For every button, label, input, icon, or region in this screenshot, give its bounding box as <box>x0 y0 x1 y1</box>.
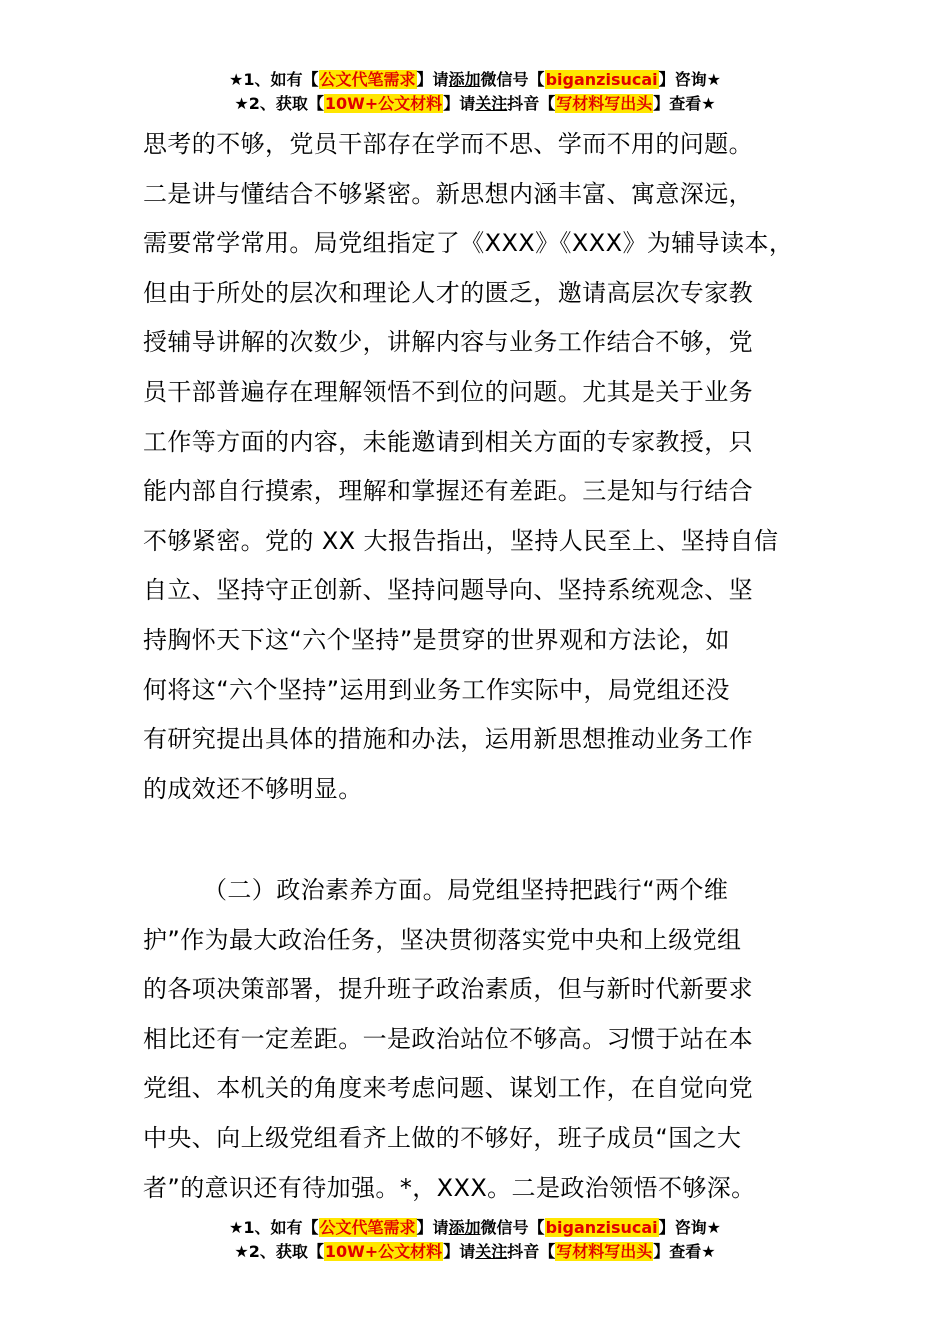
text-line: 二是讲与懂结合不够紧密。新思想内涵丰富、寓意深远， <box>143 179 753 208</box>
header-banner <box>0 68 950 116</box>
banner-highlight: biganzisucai <box>545 1218 658 1237</box>
body-paragraph-1 <box>143 120 843 814</box>
banner-line-1 <box>0 1216 950 1240</box>
text-line: （二）政治素养方面。局党组坚持把践行“两个维 <box>203 876 729 904</box>
text-line: 的各项决策部署，提升班子政治素质，但与新时代新要求 <box>143 975 753 1004</box>
body-paragraph-2 <box>143 866 843 1213</box>
banner-text: 】请 <box>416 70 449 89</box>
text-line: 相比还有一定差距。一是政治站位不够高。习惯于站在本 <box>143 1024 753 1053</box>
text-line: 授辅导讲解的次数少，讲解内容与业务工作结合不够，党 <box>143 328 753 357</box>
text-line: 需要常学常用。局党组指定了《XXX》《XXX》为辅导读本， <box>143 229 794 258</box>
banner-text: 】请 <box>416 1218 449 1237</box>
banner-highlight: 公文代笔需求 <box>319 70 416 89</box>
banner-text: ★2、获取【 <box>234 94 324 113</box>
footer-banner <box>0 1216 950 1264</box>
banner-underline: 关注 <box>475 94 508 113</box>
banner-highlight: 公文代笔需求 <box>319 1218 416 1237</box>
banner-line-1 <box>0 68 950 92</box>
text-line: 但由于所处的层次和理论人才的匮乏，邀请高层次专家教 <box>143 278 753 307</box>
text-line: 工作等方面的内容，未能邀请到相关方面的专家教授，只 <box>143 427 753 456</box>
banner-text: ★2、获取【 <box>234 1242 324 1261</box>
banner-underline: 关注 <box>475 1242 508 1261</box>
banner-text: ★1、如有【 <box>229 70 319 89</box>
text-line: 者”的意识还有待加强。*，XXX。二是政治领悟不够深。 <box>143 1173 756 1202</box>
text-line: 何将这“六个坚持”运用到业务工作实际中，局党组还没 <box>143 675 730 704</box>
text-line: 员干部普遍存在理解领悟不到位的问题。尤其是关于业务 <box>143 377 753 406</box>
banner-line-2 <box>0 92 950 116</box>
text-line: 不够紧密。党的 XX 大报告指出，坚持人民至上、坚持自信 <box>143 526 779 555</box>
banner-text: 】查看★ <box>653 94 716 113</box>
banner-text: 】咨询★ <box>658 1218 721 1237</box>
banner-text: 】请 <box>443 1242 476 1261</box>
banner-highlight: 写材料写出头 <box>556 1242 653 1261</box>
text-line: 的成效还不够明显。 <box>143 774 363 803</box>
banner-text: 】咨询★ <box>658 70 721 89</box>
banner-underline: 添加 <box>448 70 481 89</box>
text-line: 有研究提出具体的措施和办法，运用新思想推动业务工作 <box>143 725 753 754</box>
text-line: 能内部自行摸索，理解和掌握还有差距。三是知与行结合 <box>143 477 753 506</box>
text-line: 自立、坚持守正创新、坚持问题导向、坚持系统观念、坚 <box>143 576 753 605</box>
text-line: 党组、本机关的角度来考虑问题、谋划工作，在自觉向党 <box>143 1074 753 1103</box>
text-line: 中央、向上级党组看齐上做的不够好，班子成员“国之大 <box>143 1123 742 1152</box>
banner-text: 】请 <box>443 94 476 113</box>
text-line: 护”作为最大政治任务，坚决贯彻落实党中央和上级党组 <box>143 925 742 954</box>
banner-text: 微信号【 <box>480 1218 545 1237</box>
banner-text: 】查看★ <box>653 1242 716 1261</box>
banner-text: 微信号【 <box>480 70 545 89</box>
banner-text: 抖音【 <box>507 94 556 113</box>
banner-line-2 <box>0 1240 950 1264</box>
banner-text: 抖音【 <box>507 1242 556 1261</box>
text-line: 思考的不够，党员干部存在学而不思、学而不用的问题。 <box>143 130 753 158</box>
banner-text: ★1、如有【 <box>229 1218 319 1237</box>
banner-highlight: 10W+公文材料 <box>324 94 443 113</box>
banner-highlight: 10W+公文材料 <box>324 1242 443 1261</box>
banner-underline: 添加 <box>448 1218 481 1237</box>
banner-highlight: biganzisucai <box>545 70 658 89</box>
banner-highlight: 写材料写出头 <box>556 94 653 113</box>
text-line: 持胸怀天下这“六个坚持”是贯穿的世界观和方法论，如 <box>143 625 730 654</box>
